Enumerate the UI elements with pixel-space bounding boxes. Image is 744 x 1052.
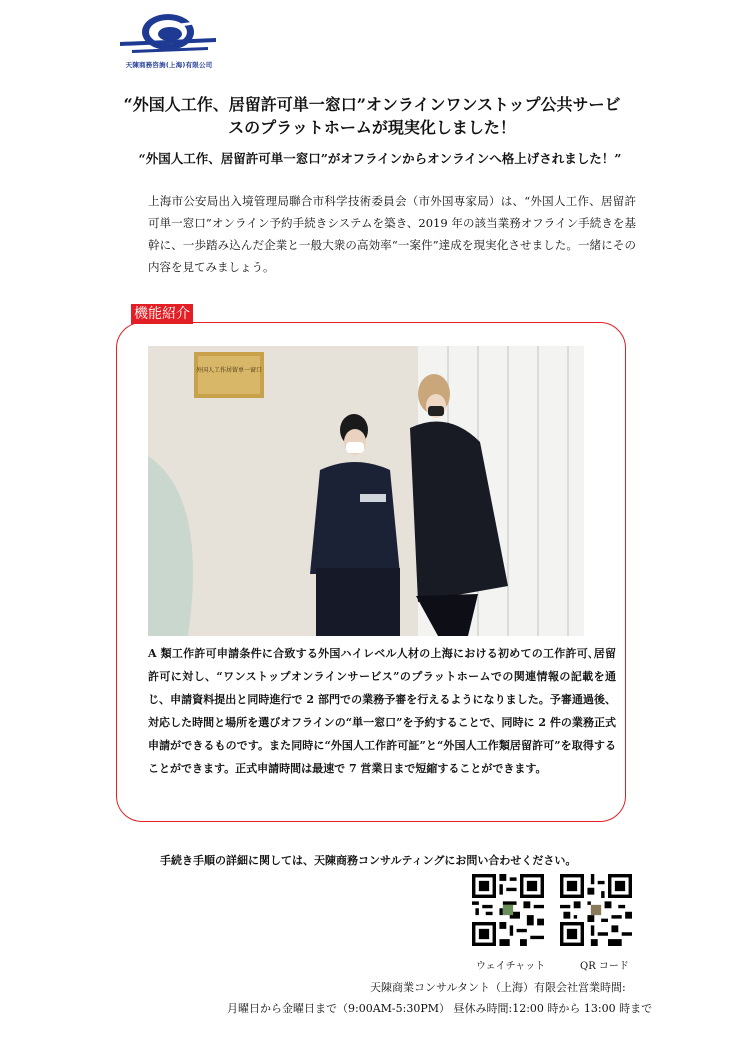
feature-photo xyxy=(148,346,584,636)
page-subtitle: “外国人工作、居留許可単一窓口”がオフラインからオンラインへ格上げされました！” xyxy=(138,151,622,166)
logo-caption: 天陳商務咨詢(上海)有限公司 xyxy=(125,61,213,69)
qr-code[interactable] xyxy=(560,874,632,946)
feature-label: 機能紹介 xyxy=(131,304,193,324)
photo-sign-text: 外国人工作居留单一窗口 xyxy=(195,367,263,374)
page-title xyxy=(110,93,634,139)
wechat-qr-code[interactable] xyxy=(472,874,544,946)
business-hours-heading: 天陳商業コンサルタント（上海）有限会社営業時間: xyxy=(370,981,626,994)
wechat-label: ウェイチャット xyxy=(476,961,546,972)
qr-code-label: QR コード xyxy=(580,961,629,972)
intro-paragraph: 上海市公安局出入境管理局聯合市科学技術委員会（市外国専家局）は、“外国人工作、居留許可単一窓口”オンライン予約手続きシステムを築き、2019 年の該当業務オフライン手続きを基幹に、一歩踏み込んだ企業と一般大衆の高効率“一案件”達成を現実化させました。一緒にその内容を見てみましょう。 xyxy=(148,194,636,274)
business-hours: 月曜日から金曜日まで（9:00AM-5:30PM） 昼休み時間:12:00 時から 13:00 時まで xyxy=(227,1002,653,1015)
feature-description: A 類工作許可申請条件に合致する外国ハイレベル人材の上海における初めての工作許可､居留許可に対し、“ワンストップオンラインサービス”のプラットホームでの関連情報の記載を通じ、申請資料提出と同時進行で 2 部門での業務予審を行えるようになりました。予審通過後、対応した時間と場所を選びオフラインの“単一窓口”を予約することで、同時に 2 件の業務正式申請ができるものです。また同時に“外国人工作許可証”と“外国人工作類居留許可”を取得することができます。正式申請時間は最速で 7 営業日まで短縮することができます。 xyxy=(148,647,616,775)
title-line-2: スのプラットホームが現実化しました！ xyxy=(228,118,516,137)
title-line-1: “外国人工作、居留許可単一窓口”オンラインワンストップ公共サービ xyxy=(123,95,621,114)
contact-text: 手続き手順の詳細に関しては、天陳商務コンサルティングにお問い合わせください。 xyxy=(160,854,577,867)
